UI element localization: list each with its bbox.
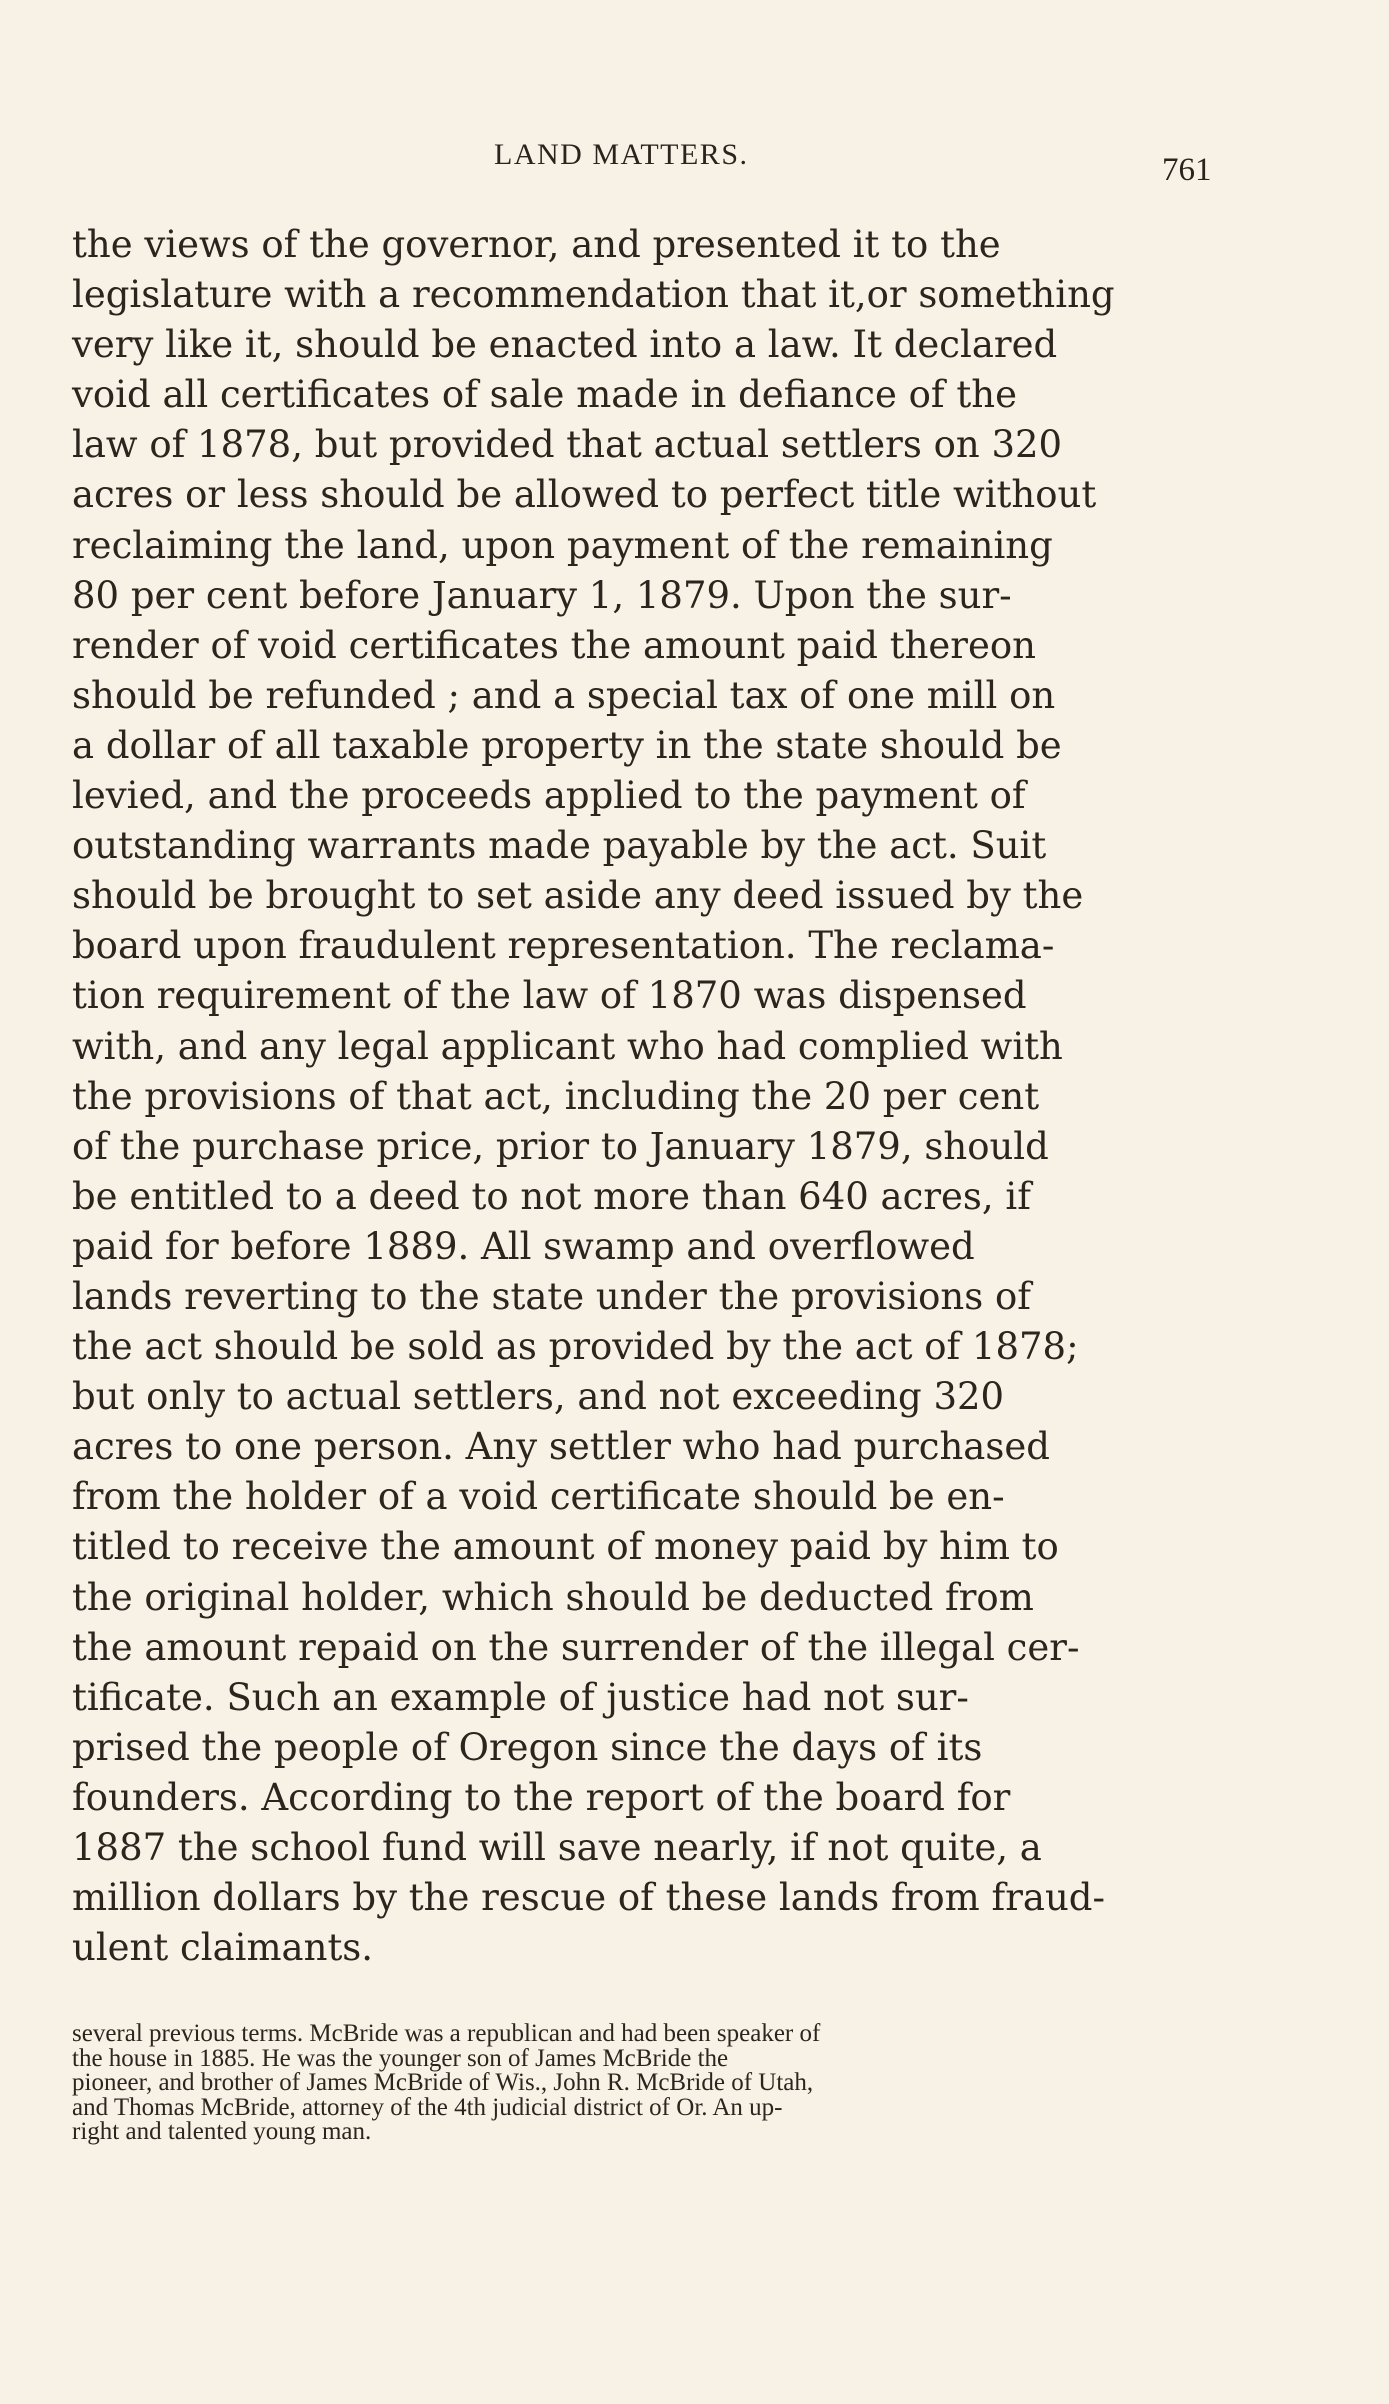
footnote-line: right and talented young man. bbox=[72, 2118, 372, 2146]
footnote-line: several previous terms. McBride was a republican and had been speaker of bbox=[72, 2020, 821, 2047]
body-line: void all certificates of sale made in defiance of the bbox=[72, 373, 1017, 417]
body-line: titled to receive the amount of money paid by him to bbox=[72, 1525, 1059, 1569]
body-line: reclaiming the land, upon payment of the remaining bbox=[72, 523, 1053, 567]
body-line: very like it, should be enacted into a law. It declared bbox=[72, 323, 1058, 367]
body-line: the act should be sold as provided by the act of 1878; bbox=[72, 1325, 1079, 1369]
body-line: the original holder, which should be deducted from bbox=[72, 1575, 1034, 1619]
body-line: million dollars by the rescue of these lands from fraud- bbox=[72, 1876, 1105, 1920]
body-line: ulent claimants. bbox=[72, 1926, 374, 1970]
body-text bbox=[72, 220, 1202, 1973]
body-line: legislature with a recommendation that it,or something bbox=[72, 273, 1115, 317]
body-line: but only to actual settlers, and not exceeding 320 bbox=[72, 1375, 1005, 1419]
body-line: prised the people of Oregon since the days of its bbox=[72, 1725, 983, 1769]
running-head: LAND MATTERS. bbox=[494, 138, 749, 171]
body-line: 80 per cent before January 1, 1879. Upon the sur- bbox=[72, 573, 1012, 617]
body-line: acres or less should be allowed to perfect title without bbox=[72, 473, 1097, 517]
body-line: should be brought to set aside any deed issued by the bbox=[72, 874, 1084, 918]
body-line: paid for before 1889. All swamp and overflowed bbox=[72, 1224, 975, 1268]
page-number: 761 bbox=[1162, 152, 1212, 188]
body-line: of the purchase price, prior to January 1879, should bbox=[72, 1124, 1049, 1168]
body-line: with, and any legal applicant who had complied with bbox=[72, 1024, 1063, 1068]
body-line: the views of the governor, and presented it to the bbox=[72, 223, 1001, 266]
body-line: tificate. Such an example of justice had not sur- bbox=[72, 1675, 969, 1719]
body-line: founders. According to the report of the board for bbox=[72, 1775, 1011, 1819]
body-line: acres to one person. Any settler who had purchased bbox=[72, 1425, 1050, 1469]
body-line: law of 1878, but provided that actual settlers on 320 bbox=[72, 423, 1063, 467]
body-line: tion requirement of the law of 1870 was dispensed bbox=[72, 974, 1027, 1018]
body-line: board upon fraudulent representation. The reclama- bbox=[72, 924, 1055, 968]
footnote-line: and Thomas McBride, attorney of the 4th judicial district of Or. An up- bbox=[72, 2093, 783, 2121]
body-line: 1887 the school fund will save nearly, if not quite, a bbox=[72, 1826, 1042, 1869]
body-line: levied, and the proceeds applied to the payment of bbox=[72, 774, 1026, 818]
body-line: the provisions of that act, including the 20 per cent bbox=[72, 1074, 1040, 1118]
body-line: render of void certificates the amount paid thereon bbox=[72, 623, 1036, 667]
body-line: be entitled to a deed to not more than 640 acres, if bbox=[72, 1174, 1031, 1218]
page-header bbox=[0, 138, 1389, 188]
body-line: lands reverting to the state under the provisions of bbox=[72, 1274, 1031, 1318]
body-line: the amount repaid on the surrender of the illegal cer- bbox=[72, 1625, 1080, 1669]
body-line: should be refunded ; and a special tax of one mill on bbox=[72, 673, 1056, 717]
footnote-line: pioneer, and brother of James McBride of Wis., John R. McBride of Utah, bbox=[72, 2069, 814, 2097]
footnote bbox=[72, 2022, 1212, 2145]
body-line: from the holder of a void certificate should be en- bbox=[72, 1475, 1005, 1519]
footnote-line: the house in 1885. He was the younger son of James McBride the bbox=[72, 2044, 729, 2072]
body-line: outstanding warrants made payable by the act. Suit bbox=[72, 824, 1047, 868]
body-line: a dollar of all taxable property in the state should be bbox=[72, 723, 1062, 767]
